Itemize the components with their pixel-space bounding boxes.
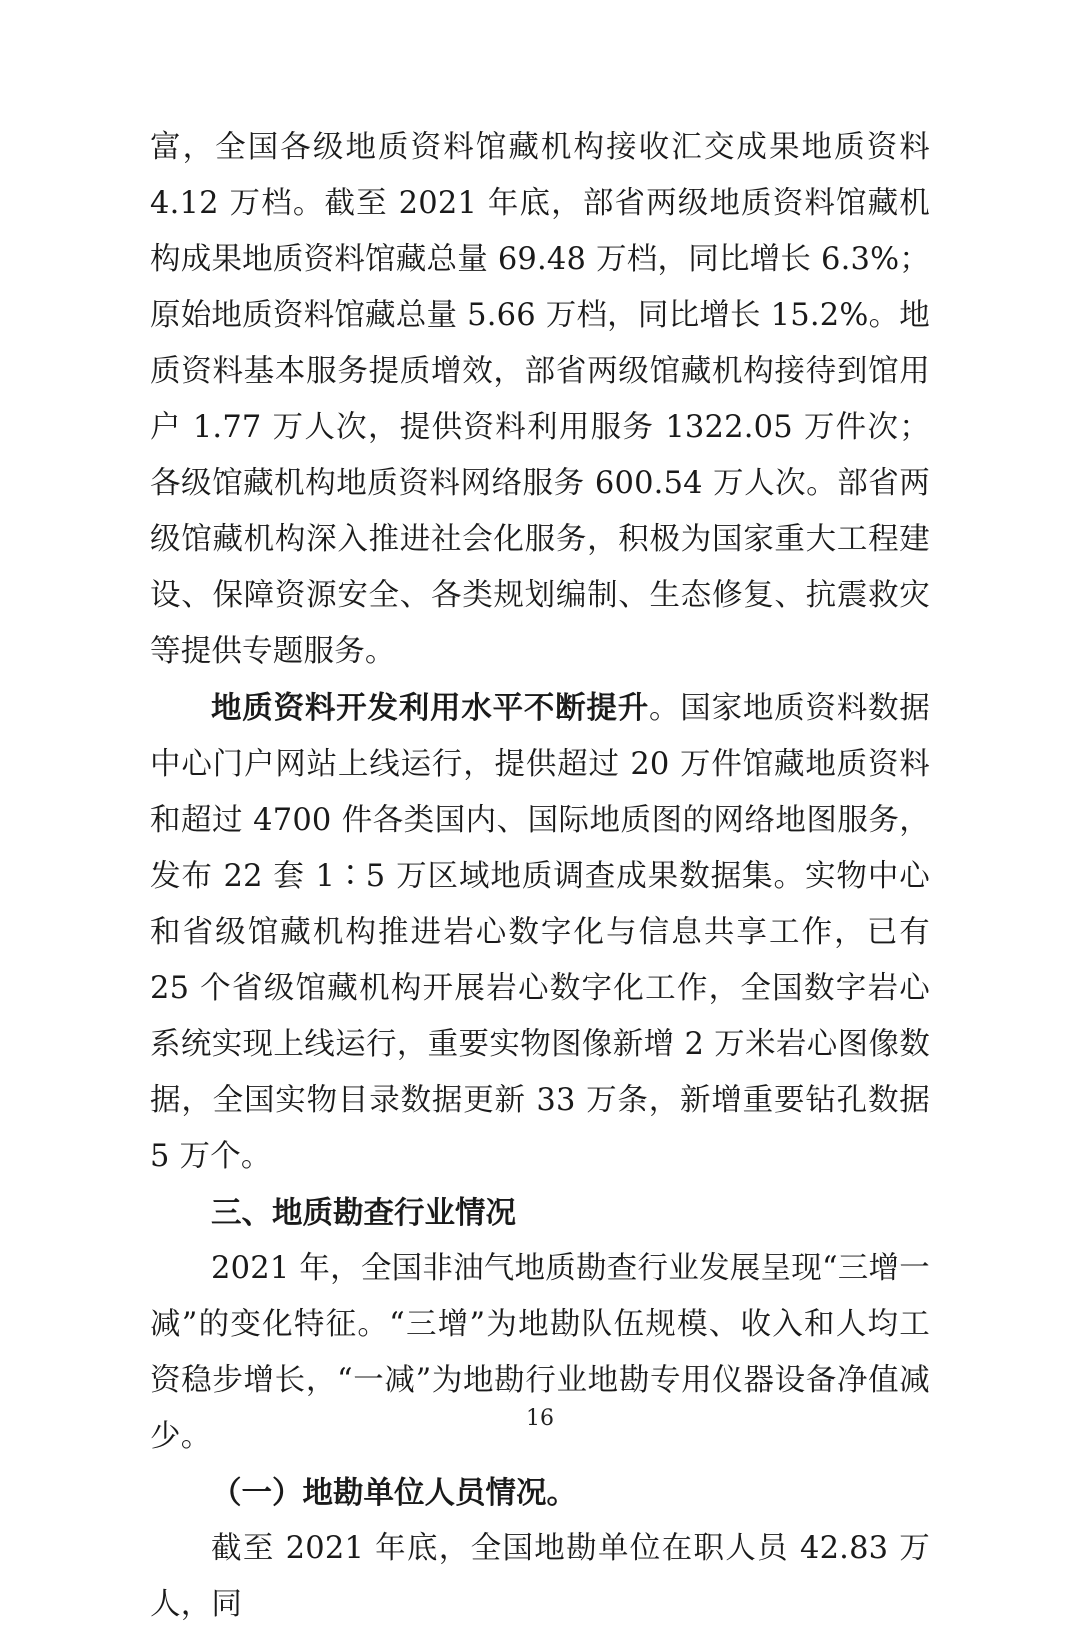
section-heading-geological-survey-industry: 三、地质勘查行业情况 <box>211 1195 516 1231</box>
page-number: 16 <box>526 1406 554 1431</box>
paragraph-section-intro: 2021 年，全国非油气地质勘查行业发展呈现“三增一减”的变化特征。“三增”为地勘队伍规模、收入和人均工资稳步增长，“一减”为地勘行业地勘专用仪器设备净值减少。 <box>150 1251 930 1454</box>
paragraph-body-text: 。国家地质资料数据中心门户网站上线运行，提供超过 20 万件馆藏地质资料和超过 4700 件各类国内、国际地质图的网络地图服务，发布 22 套 1∶5 万区域地质调查成果数据集。实物中心和省级馆藏机构推进岩心数字化与信息共享工作，已有 25 个省级馆藏机构开展岩心数字化工作，全国数字岩心系统实现上线运行，重要实物图像新增 2 万米岩心图像数据，全国实物目录数据更新 33 万条，新增重要钻孔数据 5 万个。 <box>150 691 930 1174</box>
subsection-heading-personnel: （一）地勘单位人员情况。 <box>211 1475 577 1511</box>
paragraph-archives-continued: 富，全国各级地质资料馆藏机构接收汇交成果地质资料 4.12 万档。截至 2021 年底，部省两级地质资料馆藏机构成果地质资料馆藏总量 69.48 万档，同比增长 6.3%；原始地质资料馆藏总量 5.66 万档，同比增长 15.2%。地质资料基本服务提质增效，部省两级馆藏机构接待到馆用户 1.77 万人次，提供资料利用服务 1322.05 万件次；各级馆藏机构地质资料网络服务 600.54 万人次。部省两级馆藏机构深入推进社会化服务，积极为国家重大工程建设、保障资源安全、各类规划编制、生态修复、抗震救灾等提供专题服务。 <box>150 130 930 669</box>
paragraph-personnel-intro: 截至 2021 年底，全国地勘单位在职人员 42.83 万人，同 <box>150 1531 930 1622</box>
paragraph-data-development <box>150 680 930 1185</box>
paragraph-lead-emphasis: 地质资料开发利用水平不断提升 <box>211 690 649 726</box>
